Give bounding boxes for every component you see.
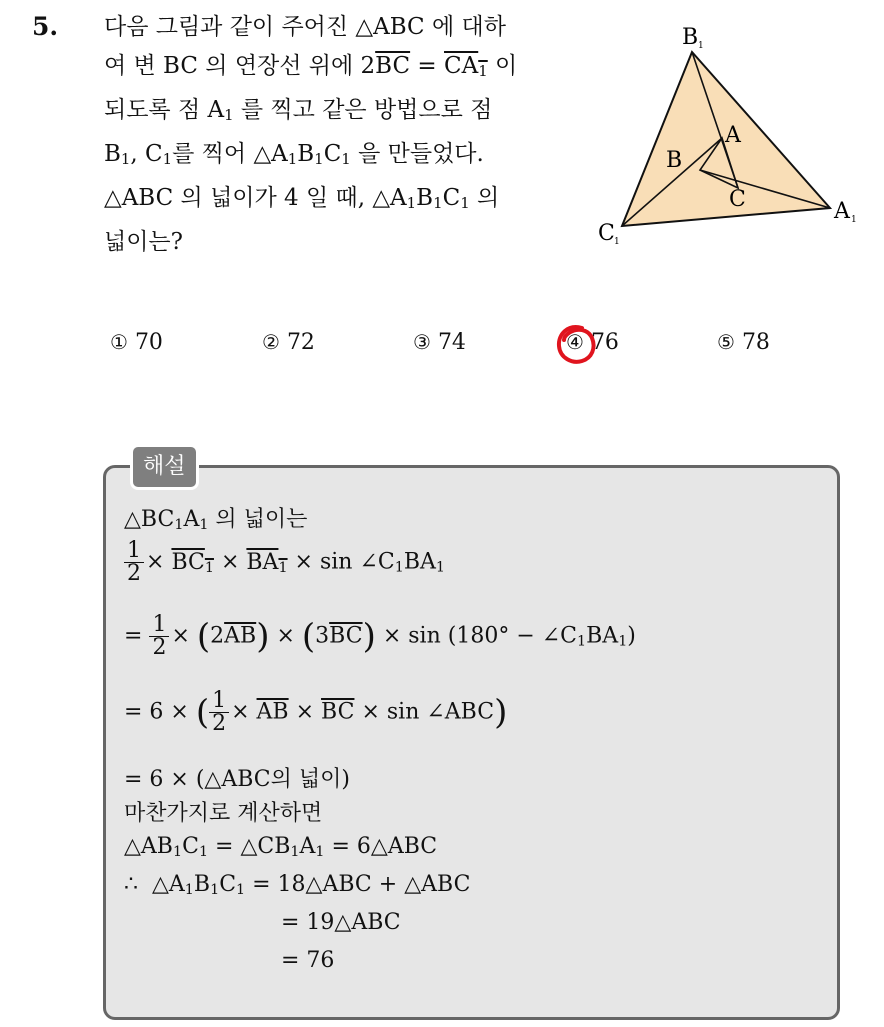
solution-line: ∴ $\triangle A_1B_1C_1$ = 18△ABC + △ABC	[124, 872, 471, 898]
choice-value: 74	[437, 330, 466, 355]
label-b: B	[666, 148, 683, 173]
choice-number: ①	[110, 330, 128, 354]
label-b1-sub: 1	[698, 41, 704, 51]
choice-number: ②	[262, 330, 280, 354]
triangle-figure	[588, 18, 878, 258]
problem-line: 다음 그림과 같이 주어진 △ABC 에 대하	[104, 14, 506, 40]
choice-number: ④	[566, 330, 584, 354]
solution-line: $\triangle BC_1A_1$ 의 넓이는	[124, 507, 308, 533]
answer-choices	[110, 330, 810, 364]
choice-2[interactable]	[262, 330, 315, 355]
solution-line: $\frac{1}{2}$ × $BC_1 \times BA_1 \times \sin$ $\angle C_1BA_1$	[124, 540, 445, 585]
fraction-half: $\frac{1}{2}$	[124, 540, 144, 585]
fraction-half: $\frac{1}{2}$	[209, 690, 229, 735]
choice-value: 76	[590, 330, 619, 355]
choice-number: ③	[413, 330, 431, 354]
label-c1: C	[598, 221, 615, 246]
solution-line: = 6 × (△ABC의 넓이)	[124, 767, 350, 792]
choice-5[interactable]	[717, 330, 770, 355]
problem-number: 5.	[32, 12, 59, 41]
solution-line: = $\frac{1}{2}$ × $(2\overline{AB}) \times (3\overline{BC}) \times \sin (180^\circ$ − $\angle C_1BA_1$)	[124, 612, 636, 660]
problem-line: 여 변 BC 의 연장선 위에 $2\overline{BC} = CA_1$ 이	[104, 53, 518, 80]
choice-1[interactable]	[110, 330, 163, 355]
label-c1-sub: 1	[614, 237, 620, 247]
solution-line: $\triangle AB_1C_1$ = $\triangle CB_1A_1$ = 6△ABC	[124, 834, 438, 860]
solution-line: = 19△ABC	[281, 910, 401, 935]
problem-text	[104, 8, 564, 262]
label-a1: A	[834, 199, 850, 224]
label-b1: B	[682, 25, 699, 50]
solution-line: 마찬가지로 계산하면	[124, 801, 323, 826]
label-a1-sub: 1	[851, 215, 857, 225]
choice-number: ⑤	[717, 330, 735, 354]
solution-line: = 76	[281, 948, 335, 973]
problem-line: $B_1$, $C_1$를 찍어 $\triangle A_1B_1C_1$ 을 만들었다.	[104, 140, 484, 168]
choice-value: 70	[134, 330, 163, 355]
choice-value: 78	[741, 330, 770, 355]
problem-line: △ABC 의 넓이가 4 일 때, $\triangle A_1B_1C_1$ 의	[104, 184, 500, 212]
choice-3[interactable]	[413, 330, 466, 355]
answer-circle-mark	[552, 320, 600, 368]
problem-line: 넓이는?	[104, 228, 183, 255]
label-a: A	[725, 123, 741, 148]
label-c: C	[729, 187, 746, 212]
solution-line: = 6 × ( $\frac{1}{2}$ × $\overline{AB} \times \overline{BC} \times \sin$ ∠ABC)	[124, 688, 508, 736]
choice-value: 72	[286, 330, 315, 355]
solution-tab: 해설	[130, 444, 199, 490]
fraction-half: $\frac{1}{2}$	[149, 614, 169, 659]
problem-line: 되도록 점 $A_1$ 를 찍고 같은 방법으로 점	[104, 96, 493, 124]
